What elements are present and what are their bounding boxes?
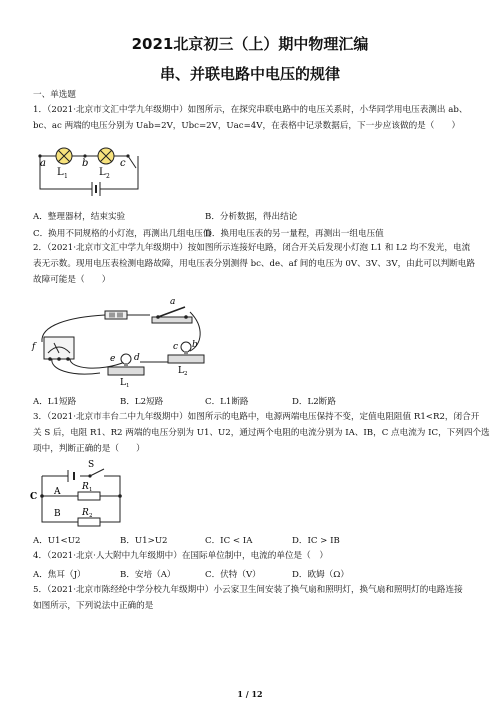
q2-label-e: e xyxy=(110,354,116,364)
q4-option-d: D．欧姆（Ω） xyxy=(292,570,349,580)
q1-label-b: b xyxy=(82,158,89,169)
q1-label-l1-sub: 1 xyxy=(64,173,68,180)
q2-label-b: b xyxy=(192,340,198,350)
q1-switch xyxy=(128,156,136,168)
q3-option-c: C．IC < IA xyxy=(205,536,253,546)
q4-option-a: A．焦耳（J） xyxy=(33,570,86,580)
q2-label-f: f xyxy=(32,342,36,352)
q2-ammeter xyxy=(44,337,74,361)
q1-lamp-l1 xyxy=(56,148,72,164)
section-heading: 一、单选题 xyxy=(33,90,76,100)
q2-option-d: D．L2断路 xyxy=(292,397,336,407)
q3-option-d: D．IC > IB xyxy=(292,536,340,546)
q2-text-line1: 2．（2021·北京市文汇中学九年级期中）按如图所示连接好电路，闭合开关后发现小灯泡 L1 和 L2 均不发光，电流 xyxy=(33,243,471,253)
document-subtitle: 串、并联电路中电压的规律 xyxy=(159,65,340,83)
q2-battery-holder xyxy=(105,311,127,319)
q1-option-d: D．换用电压表的另一量程，再测出一组电压值 xyxy=(205,229,384,239)
q2-text-line2: 表无示数。现用电压表检测电路故障，用电压表分别测得 bc、de、af 间的电压为 0V、3V、3V，由此可以判断电路 xyxy=(33,259,475,269)
q4-text-line1: 4．（2021·北京·人大附中九年级期中）在国际单位制中，电流的单位是（ ） xyxy=(33,551,328,561)
q3-text-line2: 关 S 后，电阻 R1、R2 两端的电压分别为 U1、U2，通过两个电阻的电流分别为 IA、IB，C 点电流为 IC，下列四个选 xyxy=(33,428,490,438)
q2-label-c: c xyxy=(173,342,179,352)
q3-label-r2-sub: 2 xyxy=(89,513,93,519)
q3-label-r1: R xyxy=(82,482,89,492)
q1-text-line2: bc、ac 两端的电压分别为 Uab=2V，Ubc=2V，Uac=4V，在表格中记录数据后，下一步应该做的是（ ） xyxy=(33,121,461,131)
q1-option-c: C．换用不同规格的小灯泡，再测出几组电压值 xyxy=(33,229,212,239)
q3-text-line3: 项中，判断正确的是（ ） xyxy=(33,444,145,454)
q3-switch xyxy=(90,469,104,476)
q3-label-c: C xyxy=(30,492,38,502)
q2-label-l1-sub: 1 xyxy=(126,383,130,387)
q2-wire-ammeter-l1 xyxy=(52,359,100,374)
q2-option-c: C．L1断路 xyxy=(205,397,249,407)
q1-option-b: B．分析数据，得出结论 xyxy=(205,212,298,222)
q2-label-l1: L xyxy=(120,378,126,387)
q1-circuit-diagram xyxy=(30,134,165,206)
q2-label-l2-sub: 2 xyxy=(184,371,188,377)
q3-resistor-r2 xyxy=(78,518,100,526)
q1-label-c: c xyxy=(120,158,126,169)
q3-label-b: B xyxy=(54,509,61,519)
q2-label-d: d xyxy=(134,353,140,363)
q3-option-b: B．U1>U2 xyxy=(120,536,168,546)
q3-node-c xyxy=(40,494,44,498)
q3-label-r1-sub: 1 xyxy=(89,487,93,493)
q1-lamp-l2 xyxy=(98,148,114,164)
q2-switch xyxy=(152,307,192,323)
q1-option-a: A．整理器材，结束实验 xyxy=(33,212,126,222)
q3-label-s: S xyxy=(88,460,95,470)
q2-option-b: B．L2短路 xyxy=(120,397,164,407)
q1-label-l1: L xyxy=(57,167,64,178)
q3-option-a: A．U1<U2 xyxy=(33,536,81,546)
q3-label-r2: R xyxy=(82,508,89,518)
q1-text-line1: 1．（2021·北京市文汇中学九年级期中）如图所示，在探究串联电路中的电压关系时，小华同学用电压表测出 ab、 xyxy=(33,105,468,115)
q1-label-l2: L xyxy=(99,167,106,178)
q2-circuit-diagram xyxy=(30,287,220,387)
q3-resistor-r1 xyxy=(78,492,100,500)
q2-text-line3: 故障可能是（ ） xyxy=(33,275,111,285)
document-title: 2021北京初三（上）期中物理汇编 xyxy=(131,35,369,53)
q1-label-l2-sub: 2 xyxy=(106,173,110,180)
page-number: 1 / 12 xyxy=(237,689,263,699)
q5-text-line2: 如图所示，下列说法中正确的是 xyxy=(33,601,154,611)
q2-label-l2: L xyxy=(178,366,184,376)
q5-text-line1: 5．（2021·北京市陈经纶中学分校九年级期中）小云家卫生间安装了换气扇和照明灯，换气扇和照明灯的电路连接 xyxy=(33,585,463,595)
q1-label-a: a xyxy=(40,158,46,169)
q3-circuit-diagram xyxy=(28,458,138,530)
q3-text-line1: 3．（2021·北京市丰台二中九年级期中）如图所示的电路中，电源两端电压保持不变，定值电阻阻值 R1<R2，闭合开 xyxy=(33,412,480,422)
q3-label-a: A xyxy=(54,487,61,497)
q4-option-c: C．伏特（V） xyxy=(205,570,261,580)
q2-label-a: a xyxy=(170,297,176,307)
q4-option-b: B．安培（A） xyxy=(120,570,176,580)
q2-option-a: A．L1短路 xyxy=(33,397,77,407)
